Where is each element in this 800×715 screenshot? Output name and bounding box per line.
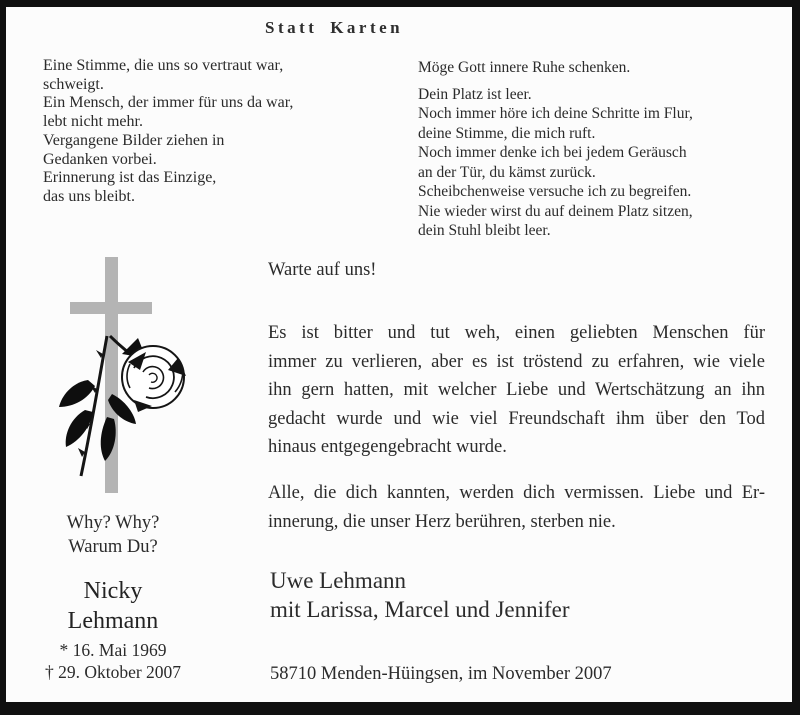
paragraph-line: Es ist bitter und tut weh, einen geliebten Menschen für <box>268 323 765 343</box>
mourner-family: mit Larissa, Marcel und Jennifer <box>270 597 570 622</box>
deceased-first-name: Nicky <box>83 578 143 604</box>
condolence-paragraph <box>268 319 765 462</box>
poem-line: schweigt. <box>43 75 104 93</box>
obituary-page <box>6 7 792 702</box>
paragraph-line: ihn gern hatten, mit welcher Liebe und Wertschätzung an ihn <box>268 380 765 400</box>
question-line: Why? Why? <box>66 513 160 533</box>
deceased-last-name: Lehmann <box>67 608 159 634</box>
deceased-name <box>13 576 213 636</box>
right-poem <box>418 58 693 241</box>
poem-line: Erinnerung ist das Einzige, <box>43 169 217 187</box>
poem-line: Scheibchenweise versuche ich zu begreifen. <box>418 183 692 200</box>
left-poem <box>43 57 293 207</box>
poem-line: Nie wieder wirst du auf deinem Platz sitzen, <box>418 202 693 220</box>
poem-line: Dein Platz ist leer. <box>418 85 532 103</box>
poem-line: Ein Mensch, der immer für uns da war, <box>43 94 294 112</box>
paragraph-line: hinaus entgegengebracht wurde. <box>268 437 507 457</box>
poem-line: Noch immer denke ich bei jedem Geräusch <box>418 144 687 161</box>
page-title: Statt Karten <box>265 18 404 37</box>
birth-date: * 16. Mai 1969 <box>59 640 167 660</box>
poem-line: Eine Stimme, die uns so vertraut war, <box>43 57 284 74</box>
poem-line: deine Stimme, die mich ruft. <box>418 124 596 142</box>
poem-line: dein Stuhl bleibt leer. <box>418 222 551 239</box>
poem-line: das uns bleibt. <box>43 187 135 205</box>
poem-line: lebt nicht mehr. <box>43 113 143 131</box>
question-line: Warum Du? <box>68 537 158 557</box>
question-block <box>13 511 213 559</box>
poem-line: Vergangene Bilder ziehen in <box>43 131 225 149</box>
life-dates <box>13 640 213 683</box>
paragraph-line: Alle, die dich kannten, werden dich vermissen. Liebe und Er- <box>268 483 765 503</box>
remembrance-paragraph <box>268 479 765 536</box>
death-date: † 29. Oktober 2007 <box>44 661 182 682</box>
salutation-text: Warte auf uns! <box>268 260 377 280</box>
mourners-block <box>270 566 570 624</box>
paragraph-line: immer zu verlieren, aber es ist tröstend zu erfahren, wie viele <box>268 351 765 372</box>
cross-rose-icon <box>54 254 249 509</box>
place-date-line: 58710 Menden-Hüingsen, im November 2007 <box>270 664 612 684</box>
poem-line: Möge Gott innere Ruhe schenken. <box>418 59 631 76</box>
paragraph-line: innerung, die unser Herz berühren, sterben nie. <box>268 511 616 532</box>
poem-line: Gedanken vorbei. <box>43 150 157 168</box>
poem-line: an der Tür, du kämst zurück. <box>418 163 596 181</box>
paragraph-line: gedacht wurde und wie viel Freundschaft ihm über den Tod <box>268 408 765 429</box>
poem-line: Noch immer höre ich deine Schritte im Flur, <box>418 105 693 122</box>
mourner-name: Uwe Lehmann <box>270 568 407 593</box>
